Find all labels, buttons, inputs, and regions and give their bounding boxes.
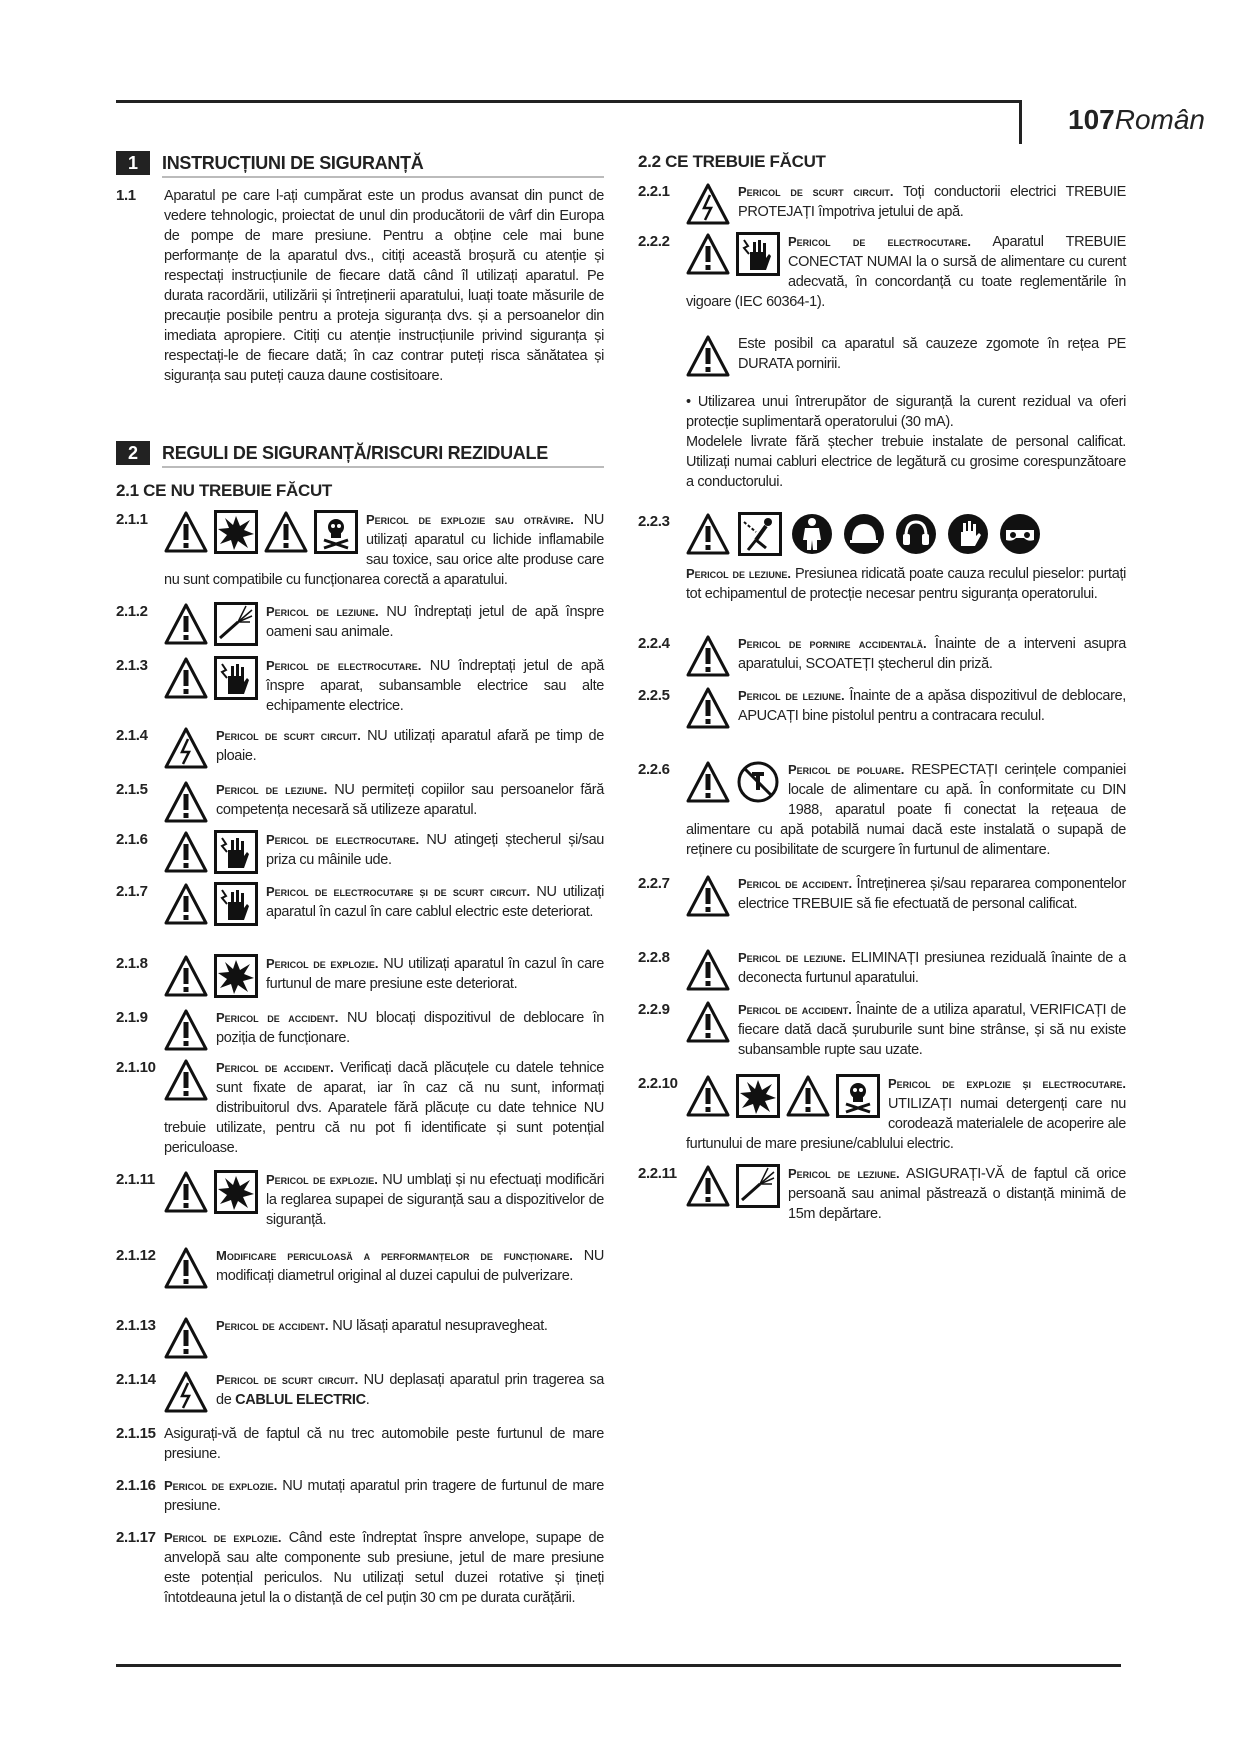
- hazard-label: Pericol de electrocutare și de scurt circuit.: [266, 884, 531, 899]
- hazard-icons: [164, 954, 258, 998]
- hazard-label: Pericol de accident.: [216, 1060, 334, 1075]
- page-header: [1068, 104, 1241, 136]
- hazard-label: Pericol de explozie.: [266, 956, 379, 971]
- item-text: Înainte de a interveni asupra aparatului, SCOATEȚI ștecherul din priză.: [738, 636, 1126, 672]
- item-text: ELIMINAȚI presiunea reziduală înainte de a deconecta furtunul aparatului.: [738, 950, 1126, 986]
- item-number: 2.2.3: [638, 513, 670, 530]
- hazard-icons: [686, 634, 730, 678]
- section-underline: [162, 466, 604, 468]
- hazard-label: Pericol de poluare.: [788, 762, 905, 777]
- hazard-label: Pericol de accident.: [216, 1318, 329, 1333]
- hazard-icons: [686, 874, 730, 918]
- warning-triangle-icon: [164, 954, 208, 998]
- item-number: 2.1.5: [116, 781, 148, 798]
- hazard-label: Pericol de leziune.: [266, 604, 379, 619]
- item-number: 2.2.2: [638, 233, 670, 250]
- warning-triangle-icon: [686, 334, 730, 378]
- item-text: Aparatul TREBUIE CONECTAT NUMAI la o sursă de alimentare cu curent adecvată, în concordanță cu toate reglementările în vigoare (IEC 60364-1).: [686, 234, 1126, 310]
- electric-hazard-icon: [686, 182, 730, 226]
- section-2-heading: [116, 440, 604, 466]
- bottom-rule: [116, 1664, 1121, 1667]
- warning-triangle-icon: [786, 1074, 830, 1118]
- hazard-icons: [164, 1246, 208, 1290]
- item-text: NU îndreptați jetul de apă înspre oameni sau animale.: [266, 604, 604, 640]
- hazard-icons: [164, 510, 358, 554]
- hazard-label: Pericol de explozie sau otrăvire.: [366, 512, 574, 527]
- warning-triangle-icon: [686, 512, 730, 556]
- electric-hazard-icon: [164, 726, 208, 770]
- explosion-icon: [214, 510, 258, 554]
- hazard-icons: [686, 686, 730, 730]
- explosion-icon: [214, 1170, 258, 1214]
- water-jet-injury-icon: [214, 602, 258, 646]
- item-text: Înainte de a utiliza aparatul, VERIFICAȚI de fiecare dată dacă șuruburile sunt bine strânse, și să nu existe subansamble rupte sau uzate.: [738, 1002, 1126, 1058]
- hazard-icons: [686, 232, 780, 276]
- warning-triangle-icon: [164, 1058, 208, 1102]
- electric-hazard-icon: [164, 1370, 208, 1414]
- item-text: Înainte de a apăsa dispozitivul de deblocare, APUCAȚI bine pistolul pentru a contracara reculul.: [738, 688, 1126, 724]
- hazard-icons: [164, 830, 258, 874]
- hazard-icons: [686, 760, 780, 804]
- item-text-tail: .: [365, 1392, 370, 1408]
- hazard-icons: [686, 1164, 780, 1208]
- item-number: 2.1.7: [116, 883, 148, 900]
- water-jet-injury-icon: [736, 1164, 780, 1208]
- warning-triangle-icon: [686, 232, 730, 276]
- hazard-label: Pericol de leziune.: [738, 688, 845, 703]
- hazard-label: Pericol de leziune.: [788, 1166, 900, 1181]
- item-number: 2.2.6: [638, 761, 670, 778]
- hazard-icons: [686, 1074, 880, 1118]
- electrocution-hand-icon: [214, 656, 258, 700]
- hazard-icons: [164, 1058, 208, 1102]
- item-number: 2.1.12: [116, 1247, 156, 1264]
- item-number: 2.1.8: [116, 955, 148, 972]
- header-divider: [1019, 100, 1022, 144]
- helmet-icon: [842, 512, 886, 556]
- goggles-icon: [998, 512, 1042, 556]
- section-title: INSTRUCȚIUNI DE SIGURANȚĂ: [162, 152, 424, 173]
- hazard-label: Pericol de leziune.: [738, 950, 846, 965]
- item-number: 2.2.1: [638, 183, 670, 200]
- no-pollution-icon: [736, 760, 780, 804]
- item-text: UTILIZAȚI numai detergenți care nu corodează materialele de acoperire ale furtunului de mare presiune/cablului electric.: [686, 1096, 1126, 1152]
- emphasis: CABLUL ELECTRIC: [235, 1392, 366, 1408]
- item-number: 2.1.16: [116, 1477, 156, 1494]
- item-text: NU modificați diametrul original al duzei capului de pulverizare.: [216, 1248, 605, 1284]
- recoil-hazard-icon: [738, 512, 782, 556]
- warning-triangle-icon: [164, 656, 208, 700]
- warning-triangle-icon: [164, 1008, 208, 1052]
- item-number: 2.1.4: [116, 727, 148, 744]
- item-number: 2.1.14: [116, 1371, 156, 1388]
- item-text: NU utilizați aparatul afară pe timp de ploaie.: [216, 728, 604, 764]
- hazard-label: Pericol de electrocutare.: [266, 658, 422, 673]
- warning-triangle-icon: [164, 882, 208, 926]
- hazard-label: Pericol de accident.: [738, 876, 853, 891]
- hazard-label: Pericol de leziune.: [686, 566, 792, 581]
- item-text: ASIGURAȚI-VĂ de faptul că orice persoană sau animal păstrează o distanță minimă de 15m depărtare.: [788, 1166, 1126, 1222]
- warning-triangle-icon: [686, 686, 730, 730]
- item-text: NU atingeți ștecherul și/sau priza cu mâinile ude.: [266, 832, 604, 868]
- item-text: Toți conductorii electrici TREBUIE PROTEJAȚI împotriva jetului de apă.: [738, 184, 1126, 220]
- hazard-label: Modificare periculoasă a performanțelor de funcționare.: [216, 1248, 573, 1263]
- explosion-icon: [214, 954, 258, 998]
- item-text: NU blocați dispozitivul de deblocare în poziția de funcționare.: [216, 1010, 604, 1046]
- hazard-label: Pericol de pornire accidentală.: [738, 636, 927, 651]
- item-number: 2.2.5: [638, 687, 670, 704]
- hazard-icons: [164, 602, 258, 646]
- warning-triangle-icon: [164, 1170, 208, 1214]
- electrocution-hand-icon: [214, 830, 258, 874]
- hazard-label: Pericol de explozie.: [266, 1172, 378, 1187]
- hazard-icons: [686, 334, 730, 378]
- hazard-label: Pericol de electrocutare.: [788, 234, 971, 249]
- warning-triangle-icon: [686, 1074, 730, 1118]
- item-text: NU deplasați aparatul prin tragerea sa de: [216, 1372, 604, 1408]
- language-label: Român: [1114, 104, 1205, 135]
- subsection-2-2-title: 2.2 CE TREBUIE FĂCUT: [638, 152, 826, 171]
- item-number: 2.1.11: [116, 1171, 155, 1188]
- item-number: 2.1.1: [116, 511, 148, 528]
- warning-triangle-icon: [686, 760, 730, 804]
- warning-triangle-icon: [164, 830, 208, 874]
- item-text: Verificați dacă plăcuțele cu datele tehnice sunt fixate de aparat, iar în caz că nu sunt, informați distribuitorul dvs. Aparatele fără plăcuțe cu date tehnice NU trebuie utilizate, pentru că nu pot fi identificate și sunt potențial periculoase.: [164, 1060, 604, 1156]
- warning-triangle-icon: [164, 1316, 208, 1360]
- item-text: RESPECTAȚI cerințele companiei locale de alimentare cu apă. În conformitate cu DIN 1988, aparatul poate fi conectat la rețeaua de alimentare cu apă potabilă numai dacă este instalată o supapă de reținere cu posibilitate de scurgere în furtunul de alimentare.: [686, 762, 1127, 858]
- poison-skull-icon: [314, 510, 358, 554]
- hazard-label: Pericol de accident.: [216, 1010, 339, 1025]
- cables-paragraph: Modelele livrate fără ștecher trebuie instalate de personal calificat. Utilizați numai cabluri electrice de legătură cu grosime corespunzătoare a conductorului.: [686, 434, 1126, 490]
- hazard-icons: [686, 182, 730, 226]
- hazard-icons: [164, 1370, 208, 1414]
- item-text: NU lăsați aparatul nesupravegheat.: [328, 1318, 548, 1334]
- item-text: NU utilizați aparatul cu lichide inflamabile sau toxice, sau orice alte produse care nu sunt compatibile cu funcționarea corectă a aparatului.: [164, 512, 605, 588]
- hazard-icons: [164, 726, 208, 770]
- item-text: Aparatul pe care l-ați cumpărat este un produs avansat din punct de vedere tehnologic, proiectat de unul din producătorii de vârf din Europa de pompe de mare presiune. Pentru a obține cele mai bune performanțe de la aparatul dvs., citiți această broșură cu atenție și respectați instrucțiunile de fiecare dată când îl utilizați aparatul. Pe durata racordării, utilizării și întreținerii aparatului, luați toate măsurile de precauție posibile pentru a proteja siguranța dvs. și a persoanelor din imediata apropiere. Citiți cu atenție instrucțiunile privind siguranța și respectați-le de fiecare dată; în caz contrar puteți risca sănătatea și siguranța sau puteți cauza daune costisitoare.: [164, 188, 604, 384]
- top-rule: [116, 100, 1020, 103]
- protective-suit-icon: [790, 512, 834, 556]
- explosion-icon: [736, 1074, 780, 1118]
- note-text: Este posibil ca aparatul să cauzeze zgomote în rețea PE DURATA pornirii.: [738, 336, 1126, 372]
- poison-skull-icon: [836, 1074, 880, 1118]
- warning-triangle-icon: [164, 1246, 208, 1290]
- item-number: 2.2.8: [638, 949, 670, 966]
- section-number: 2: [116, 441, 150, 465]
- item-text: NU îndreptați jetul de apă înspre aparat, subansamble electrice sau alte echipamente electrice.: [266, 658, 604, 714]
- item-number: 2.2.10: [638, 1075, 678, 1092]
- item-number: 2.1.17: [116, 1529, 156, 1546]
- item-number: 2.1.3: [116, 657, 148, 674]
- warning-triangle-icon: [686, 948, 730, 992]
- item-number: 2.2.7: [638, 875, 670, 892]
- warning-triangle-icon: [264, 510, 308, 554]
- hazard-label: Pericol de scurt circuit.: [216, 728, 361, 743]
- item-number: 2.1.2: [116, 603, 148, 620]
- hazard-label: Pericol de leziune.: [216, 782, 328, 797]
- warning-triangle-icon: [686, 1000, 730, 1044]
- section-number: 1: [116, 151, 150, 175]
- hazard-icons: [686, 948, 730, 992]
- hazard-label: Pericol de explozie.: [164, 1478, 278, 1493]
- hazard-icons: [164, 1316, 208, 1360]
- item-text: Asigurați-vă de faptul că nu trec automobile peste furtunul de mare presiune.: [164, 1426, 604, 1462]
- hazard-icons: [164, 1008, 208, 1052]
- warning-triangle-icon: [686, 874, 730, 918]
- hazard-label: Pericol de accident.: [738, 1002, 852, 1017]
- item-number: 2.1.13: [116, 1317, 156, 1334]
- subsection-2-1-title: 2.1 CE NU TREBUIE FĂCUT: [116, 481, 333, 500]
- item-text: Presiunea ridicată poate cauza reculul pieselor: purtați tot echipamentul de protecție necesar pentru siguranța operatorului.: [686, 566, 1126, 602]
- warning-triangle-icon: [686, 634, 730, 678]
- warning-triangle-icon: [686, 1164, 730, 1208]
- warning-triangle-icon: [164, 602, 208, 646]
- ear-protection-icon: [894, 512, 938, 556]
- hazard-label: Pericol de electrocutare.: [266, 832, 420, 847]
- item-text: NU utilizați aparatul în cazul în care furtunul de mare presiune este deteriorat.: [266, 956, 604, 992]
- item-text: NU mutați aparatul prin tragere de furtunul de mare presiune.: [164, 1478, 604, 1514]
- warning-triangle-icon: [164, 510, 208, 554]
- item-text: NU umblați și nu efectuați modificări la reglarea supapei de siguranță sau a dispozitivelor de siguranță.: [266, 1172, 604, 1228]
- warning-triangle-icon: [164, 780, 208, 824]
- page-number: 107: [1068, 104, 1115, 135]
- section-title: REGULI DE SIGURANȚĂ/RISCURI REZIDUALE: [162, 442, 548, 463]
- hazard-label: Pericol de scurt circuit.: [738, 184, 894, 199]
- hazard-label: Pericol de explozie și electrocutare.: [888, 1076, 1126, 1091]
- section-1-heading: [116, 150, 604, 176]
- hazard-icons: [164, 1170, 258, 1214]
- item-number: 2.1.6: [116, 831, 148, 848]
- rcd-bullet: • Utilizarea unui întrerupător de siguranță la curent rezidual va oferi protecție suplimentară operatorului (30 mA).: [686, 394, 1126, 430]
- item-number: 2.2.4: [638, 635, 670, 652]
- item-number: 2.2.11: [638, 1165, 677, 1182]
- electrocution-hand-icon: [214, 882, 258, 926]
- gloves-icon: [946, 512, 990, 556]
- hazard-icons: [164, 882, 258, 926]
- ppe-icons: [686, 512, 1126, 556]
- item-number: 2.2.9: [638, 1001, 670, 1018]
- item-text: Când este îndreptat înspre anvelope, supape de anvelopă sau alte componente sub presiune, jetul de mare presiune este potențial periculos. Nu utilizați setul duzei rotative și țineți întotdeauna jetul la o distanță de cel puțin 30 cm pe durata curățării.: [164, 1530, 604, 1606]
- item-text: NU permiteți copiilor sau persoanelor fără competența necesară să utilizeze aparatul.: [216, 782, 604, 818]
- hazard-label: Pericol de explozie.: [164, 1530, 282, 1545]
- hazard-icons: [686, 1000, 730, 1044]
- section-underline: [162, 176, 604, 178]
- item-number: 2.1.15: [116, 1425, 156, 1442]
- item-text: NU utilizați aparatul în cazul în care cablul electric este deteriorat.: [266, 884, 604, 920]
- hazard-icons: [164, 780, 208, 824]
- item-text: Întreținerea și/sau repararea componentelor electrice TREBUIE să fie efectuată de personal calificat.: [738, 876, 1126, 912]
- hazard-icons: [164, 656, 258, 700]
- electrocution-hand-icon: [736, 232, 780, 276]
- item-number: 2.1.9: [116, 1009, 148, 1026]
- hazard-label: Pericol de scurt circuit.: [216, 1372, 359, 1387]
- item-number: 1.1: [116, 187, 136, 204]
- item-number: 2.1.10: [116, 1059, 156, 1076]
